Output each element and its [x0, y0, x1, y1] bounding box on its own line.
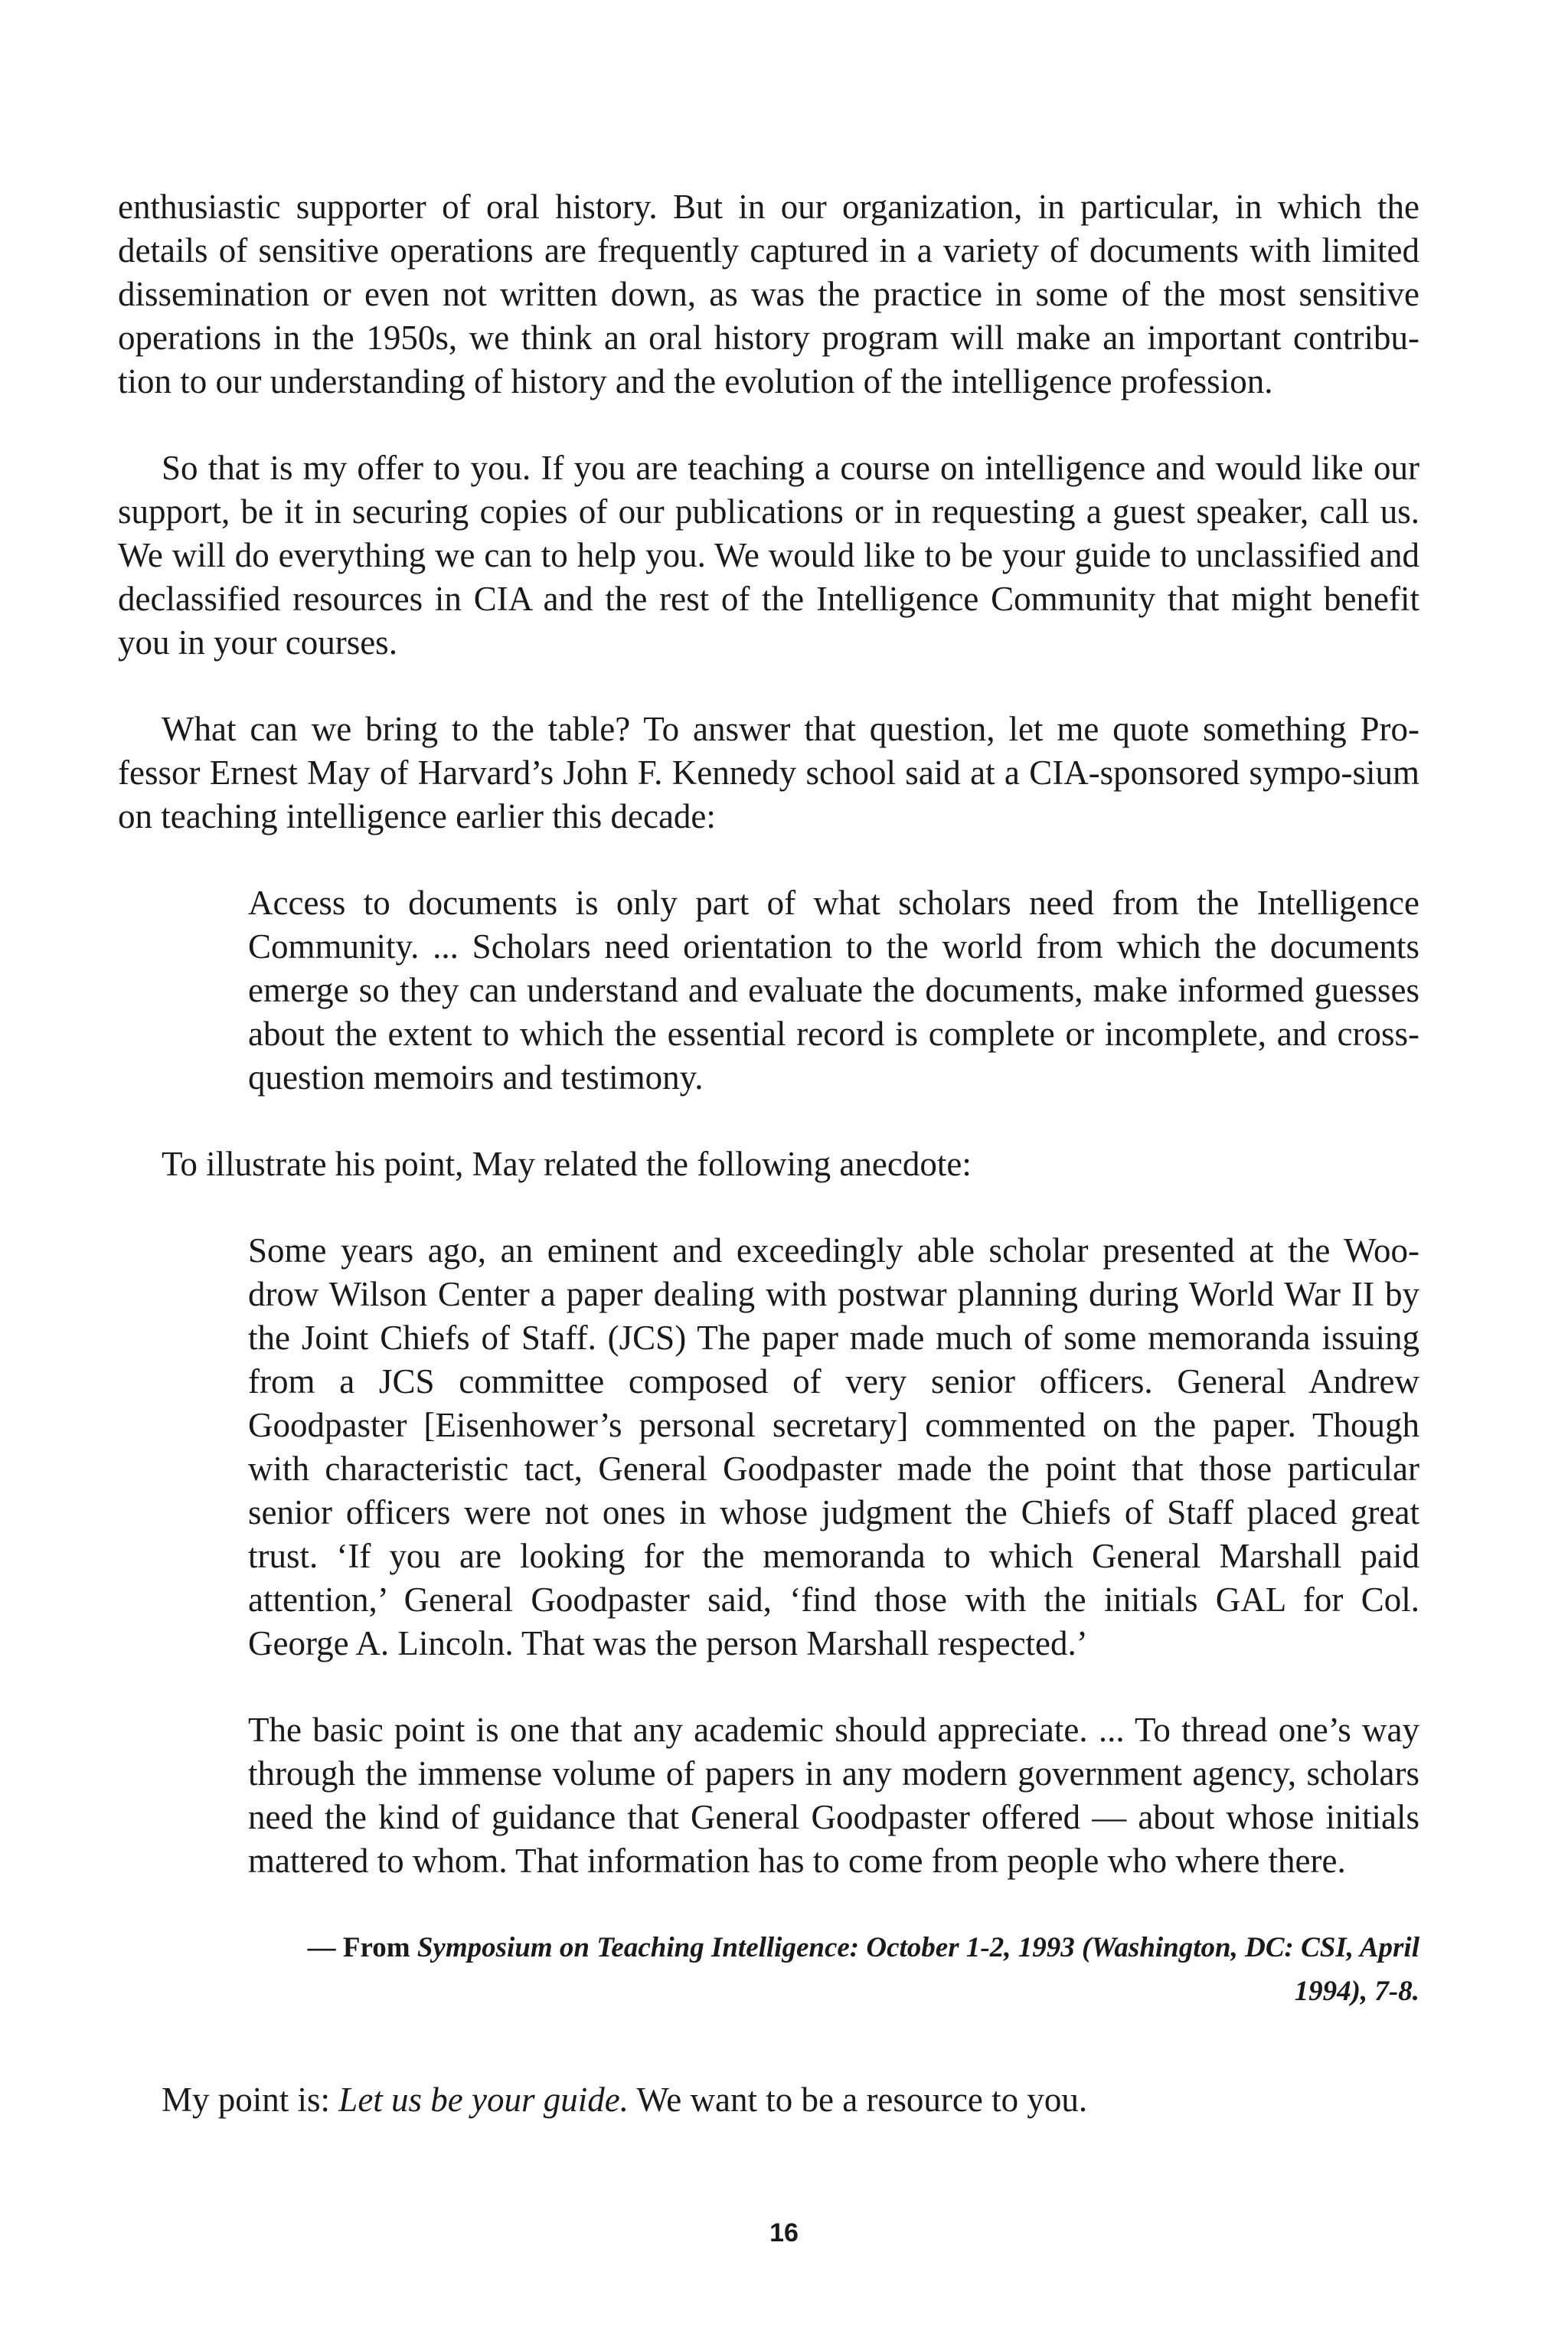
source-title: Symposium on Teaching Intelligence: October 1-2, 1993 (Washington, DC: CSI, April 1994), 7-8.: [416, 1932, 1419, 2007]
closing-lead: My point is:: [162, 2081, 339, 2119]
source-prefix: — From: [307, 1932, 417, 1963]
paragraph-illustrate-point: To illustrate his point, May related the following anecdote:: [162, 1145, 972, 1183]
blockquote-basic-point: The basic point is one that any academic should appreciate. ... To thread one’s way through the immense volume of papers in any modern government agency, scholars need the kind of guidance that General Goodpaster offered — about whose initials mattered to whom. That information has to come from people who where there.: [248, 1711, 1419, 1880]
blockquote-anecdote: Some years ago, an eminent and exceedingly able scholar presented at the Woo-drow Wilson Center a paper dealing with postwar planning during World War II by the Joint Chiefs of Staff. (JCS) The paper made much of some memoranda issuing from a JCS committee composed of very senior officers. General Andrew Goodpaster [Eisenhower’s personal secretary] commented on the paper. Though with characteristic tact, General Goodpaster made the point that those particular senior officers were not ones in whose judgment the Chiefs of Staff placed great trust. ‘If you are looking for the memoranda to which General Marshall paid attention,’ General Goodpaster said, ‘find those with the initials GAL for Col. George A. Lincoln. That was the person Marshall respected.’: [248, 1231, 1419, 1662]
paragraph-closing: [118, 2078, 1419, 2122]
quote-source-citation: [248, 1926, 1419, 2013]
paragraph-offer: So that is my offer to you. If you are teaching a course on intelligence and would like our support, be it in securing copies of our publications or in requesting a guest speaker, call us. We will do everything we can to help you. We would like to be your guide to unclassified and declassified resources in CIA and the rest of the Intelligence Community that might benefit you in your courses.: [118, 449, 1419, 662]
body-text: [118, 185, 1419, 2122]
paragraph-oral-history: enthusiastic supporter of oral history. But in our organization, in particular, in which the details of sensitive operations are frequently captured in a variety of documents with limited dissemination or even not written down, as was the practice in some of the most sensitive operations in the 1950s, we think an oral history program will make an important contribu-tion to our understanding of history and the evolution of the intelligence profession.: [118, 188, 1419, 400]
blockquote-access-to-documents: Access to documents is only part of what scholars need from the Intelligence Community. ... Scholars need orientation to the world from which the documents emerge so they can understand and evaluate the documents, make informed guesses about the extent to which the essential record is complete or incomplete, and cross-question memoirs and testimony.: [248, 884, 1419, 1097]
closing-tail: We want to be a resource to you.: [629, 2081, 1088, 2119]
page-number: 16: [769, 2218, 799, 2247]
closing-emphasis: Let us be your guide.: [338, 2081, 629, 2119]
paragraph-bring-to-table: What can we bring to the table? To answer that question, let me quote something Pro-fessor Ernest May of Harvard’s John F. Kennedy school said at a CIA-sponsored sympo-sium on teaching intelligence earlier this decade:: [118, 710, 1419, 835]
